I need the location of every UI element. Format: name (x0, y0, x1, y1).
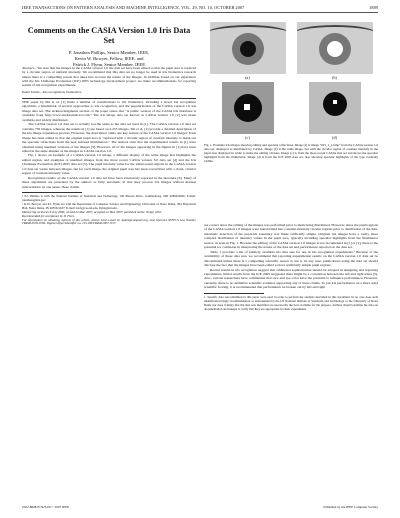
copyright: 0162-8828/07/$25.00 © 2007 IEEE (22, 505, 70, 509)
left-column (22, 100, 196, 226)
divider (22, 98, 196, 99)
author-line: Kevin W. Bowyer, Fellow, IEEE, and (74, 56, 144, 61)
footnote: Manuscript received 16 July 2006; revised 22 Mar. 2007; accepted 22 Mar. 2007; published online 18 Apr. 2007. (22, 209, 163, 214)
journal-header: IEEE TRANSACTIONS ON PATTERN ANALYSIS AND MACHINE INTELLIGENCE, VOL. 29, NO. 10, OCTOBER 2007 (22, 5, 245, 10)
figure-label: (c) (245, 135, 250, 140)
footnote: For information on obtaining reprints of this article, please send e-mail to: tpami@computer.org, and reference IEEECS Log Number TPAMI-0539-0706. Digital Object Identifier no. 10.1109/TPAMI.2007.1137. (22, 217, 196, 226)
body-paragraph: Recognition results on the CASIA version 1.0 data set have been extensively reported in the literature [6]. Many of these algorithms are presented by the authors as fully automatic in that they process iris images without manual interventions. In one sense, these claims (22, 175, 196, 189)
footnote: 1. Specific data sets identified in this paper were used in order to perform the analysis described in this document. In no case does such identification imply recommendation or endorsement by the US National Institute of Standards and Technology or the University of Notre Dame nor does it imply that the data sets identified are necessarily the best available for the purpose. Authors should examine the data set documentation and images to verify that they are appropriate for their experiments. (204, 294, 378, 311)
figure-label: (d) (332, 135, 337, 140)
iris-image-d (309, 82, 361, 134)
figure-caption: Fig. 1. Example iris images showing editing and specular reflections. Image (a) is image "001_1_1.bmp" from the CASIA version 1.0 data set, displayed as distributed by CASIA. Image (b) is the same image, but with the circular region of constant intensity in the pupil area displayed in white to make the editing obvious. Image (c) is from the more recent CASIA data set and shows the specular highlights from the illuminator. Image (d) is from the ICE 2005 data set, also showing specular highlights of the type normally visible. (204, 143, 378, 164)
body-paragraph: Table 1 provides a list of publicly available iris data sets for use in iris recognition experiments.¹ Because of the availability of these data sets, we recommend that reporting experimental results on the CASIA version 1.0 data set be discontinued unless there is a compelling scientific reason to use it. In any case, publications using the data set should disclose the fact that the images have been edited to have artificially simple pupil regions. (204, 249, 378, 268)
footnote-divider (204, 293, 264, 294)
figure-row (204, 82, 378, 134)
footnote: • K.W. Bowyer and P.J. Flynn are with the Department of Computer Science and Engineering, University of Notre Dame, 384 Fitzpatrick Hall, Notre Dame, IN 46556-5637. E-mail: kwb@cse.nd.edu, flynn@nd.edu. (22, 201, 196, 210)
author-line: P. Jonathon Phillips, Senior Member, IEEE, (68, 50, 150, 55)
figure-1 (204, 22, 378, 163)
running-header (22, 5, 378, 13)
figure-label-row (204, 134, 378, 142)
page-footer (22, 505, 378, 509)
figure-label: (b) (332, 75, 337, 80)
title-block (22, 26, 196, 68)
paper-title: Comments on the CASIA Version 1.0 Iris Data Set (27, 26, 191, 45)
right-column (204, 223, 378, 311)
index-terms: Index Terms—Iris recognition, biometrics. (22, 89, 82, 94)
figure-row (204, 22, 378, 74)
figure-label: (a) (245, 75, 250, 80)
body-paragraph: THE paper by Ma et al. [1] made a number of contributions to iris biometrics, including a novel iris recognition algorithm, a benchmark of several approaches to iris recognition, and the popularization of the CASIA version 1.0 iris image data set. The Acknowledgments section of the paper states that "A public version of the CASIA Iris Database is available from http://www.sinobiometrics.com." The iris image data set known as CASIA version 1.0 [2] was made available and widely distributed. (22, 100, 196, 122)
footnotes (22, 195, 196, 226)
body-paragraph: are correct since the editing of the images was performed prior to them being distributed. However, since the pupil regions of the CASIA version 1.0 images were transformed into constant-intensity circular regions prior to distribution of the data, automatic detection of the pupil-iris boundary was made artificially simple. Original iris images have a vastly more complex distribution of intensity values in the pupil area, typically including specular highlights from the illuminator source, as seen in Fig. 1. Because the editing of the CASIA version 1.0 images is not documented in [1] or [2], there is the potential for confusion in interpreting the nature of the data set and performance reported on the data set. (204, 223, 378, 250)
abstract-block (22, 66, 196, 94)
iris-image-a (210, 22, 286, 74)
figure-label-row (204, 74, 378, 82)
footnote: Recommended for acceptance by D. Fleet. (22, 213, 75, 218)
body-paragraph: Recent results in iris recognition suggest that additional sophistication should be adopted in designing and reporting experiments. Initial results from the ICE 2005 suggested there might be a correlation between the left and right irises [5]. Also, various researchers have commented that race and eye color have the potential to influence performance. However, currently, there is no definitive scientific evidence supporting any of these claims. To put iris performance on a more solid scientific footing, it is recommended that performance be broken out by left and right (204, 267, 378, 290)
iris-image-b (297, 22, 373, 74)
body-paragraph: Fig. 1 shows an example of a CASIA version 1.0 image, a different display of the same image that highlights the edited region, and examples of unedited images from the more recent CASIA version 3.0 data set [4] and the Iris Challenge Evaluation (ICE) 2005 data set [5]. The pupil intensity value for the edited pupil regions in the CASIA version 1.0 data set varies between images, but for each image, the original pupil area has been overwritten with a clean, circular region of constant intensity value. (22, 153, 196, 176)
page-number: 1889 (369, 5, 378, 10)
footnote: • P.J. Phillips is with the National Institute of Standards and Technology, 100 Bureau Drive, Gaithersburg, MD 20899-8940. E-mail: jonathon@nist.gov. (22, 194, 196, 202)
footnote-divider (22, 192, 82, 193)
body-paragraph: The CASIA version 1.0 data set is actually not the same as the data set used in [1]. The CASIA version 1.0 data set contains 756 images, whereas the results in [1] are based on 2,255 images. Ma et al. [1] provide a detailed description of the iris image acquisition process. However, the description omits one key feature of the CASIA version 1.0 images: Each image has been edited so that the original pupil area is "replaced with a circular region of constant intensity to mask out the specular reflections from the near infrared illuminators." The authors state that the experimental results in [1] were obtained using unedited versions of the images [3]. However, all of the images appearing in the figures in [1] have been edited in the same manner as the images in CASIA version 1.0. (22, 122, 196, 153)
author-line: Patrick J. Flynn, Senior Member, IEEE (72, 62, 146, 67)
publisher: Published by the IEEE Computer Society (323, 505, 378, 509)
abstract-text: Abstract—We note that the images in the CASIA version 1.0 iris data set have been edited so that the pupil area is replaced by a circular region of uniform intensity. We recommend that this data set no longer be used in iris biometrics research unless there is a compelling reason that takes into account the nature of the images. In addition, based on our experience with the Iris Challenge Evaluation (ICE) 2005 technology development project, we make recommendations for reporting results of iris recognition experiments. (22, 66, 196, 88)
iris-image-c (222, 82, 274, 134)
